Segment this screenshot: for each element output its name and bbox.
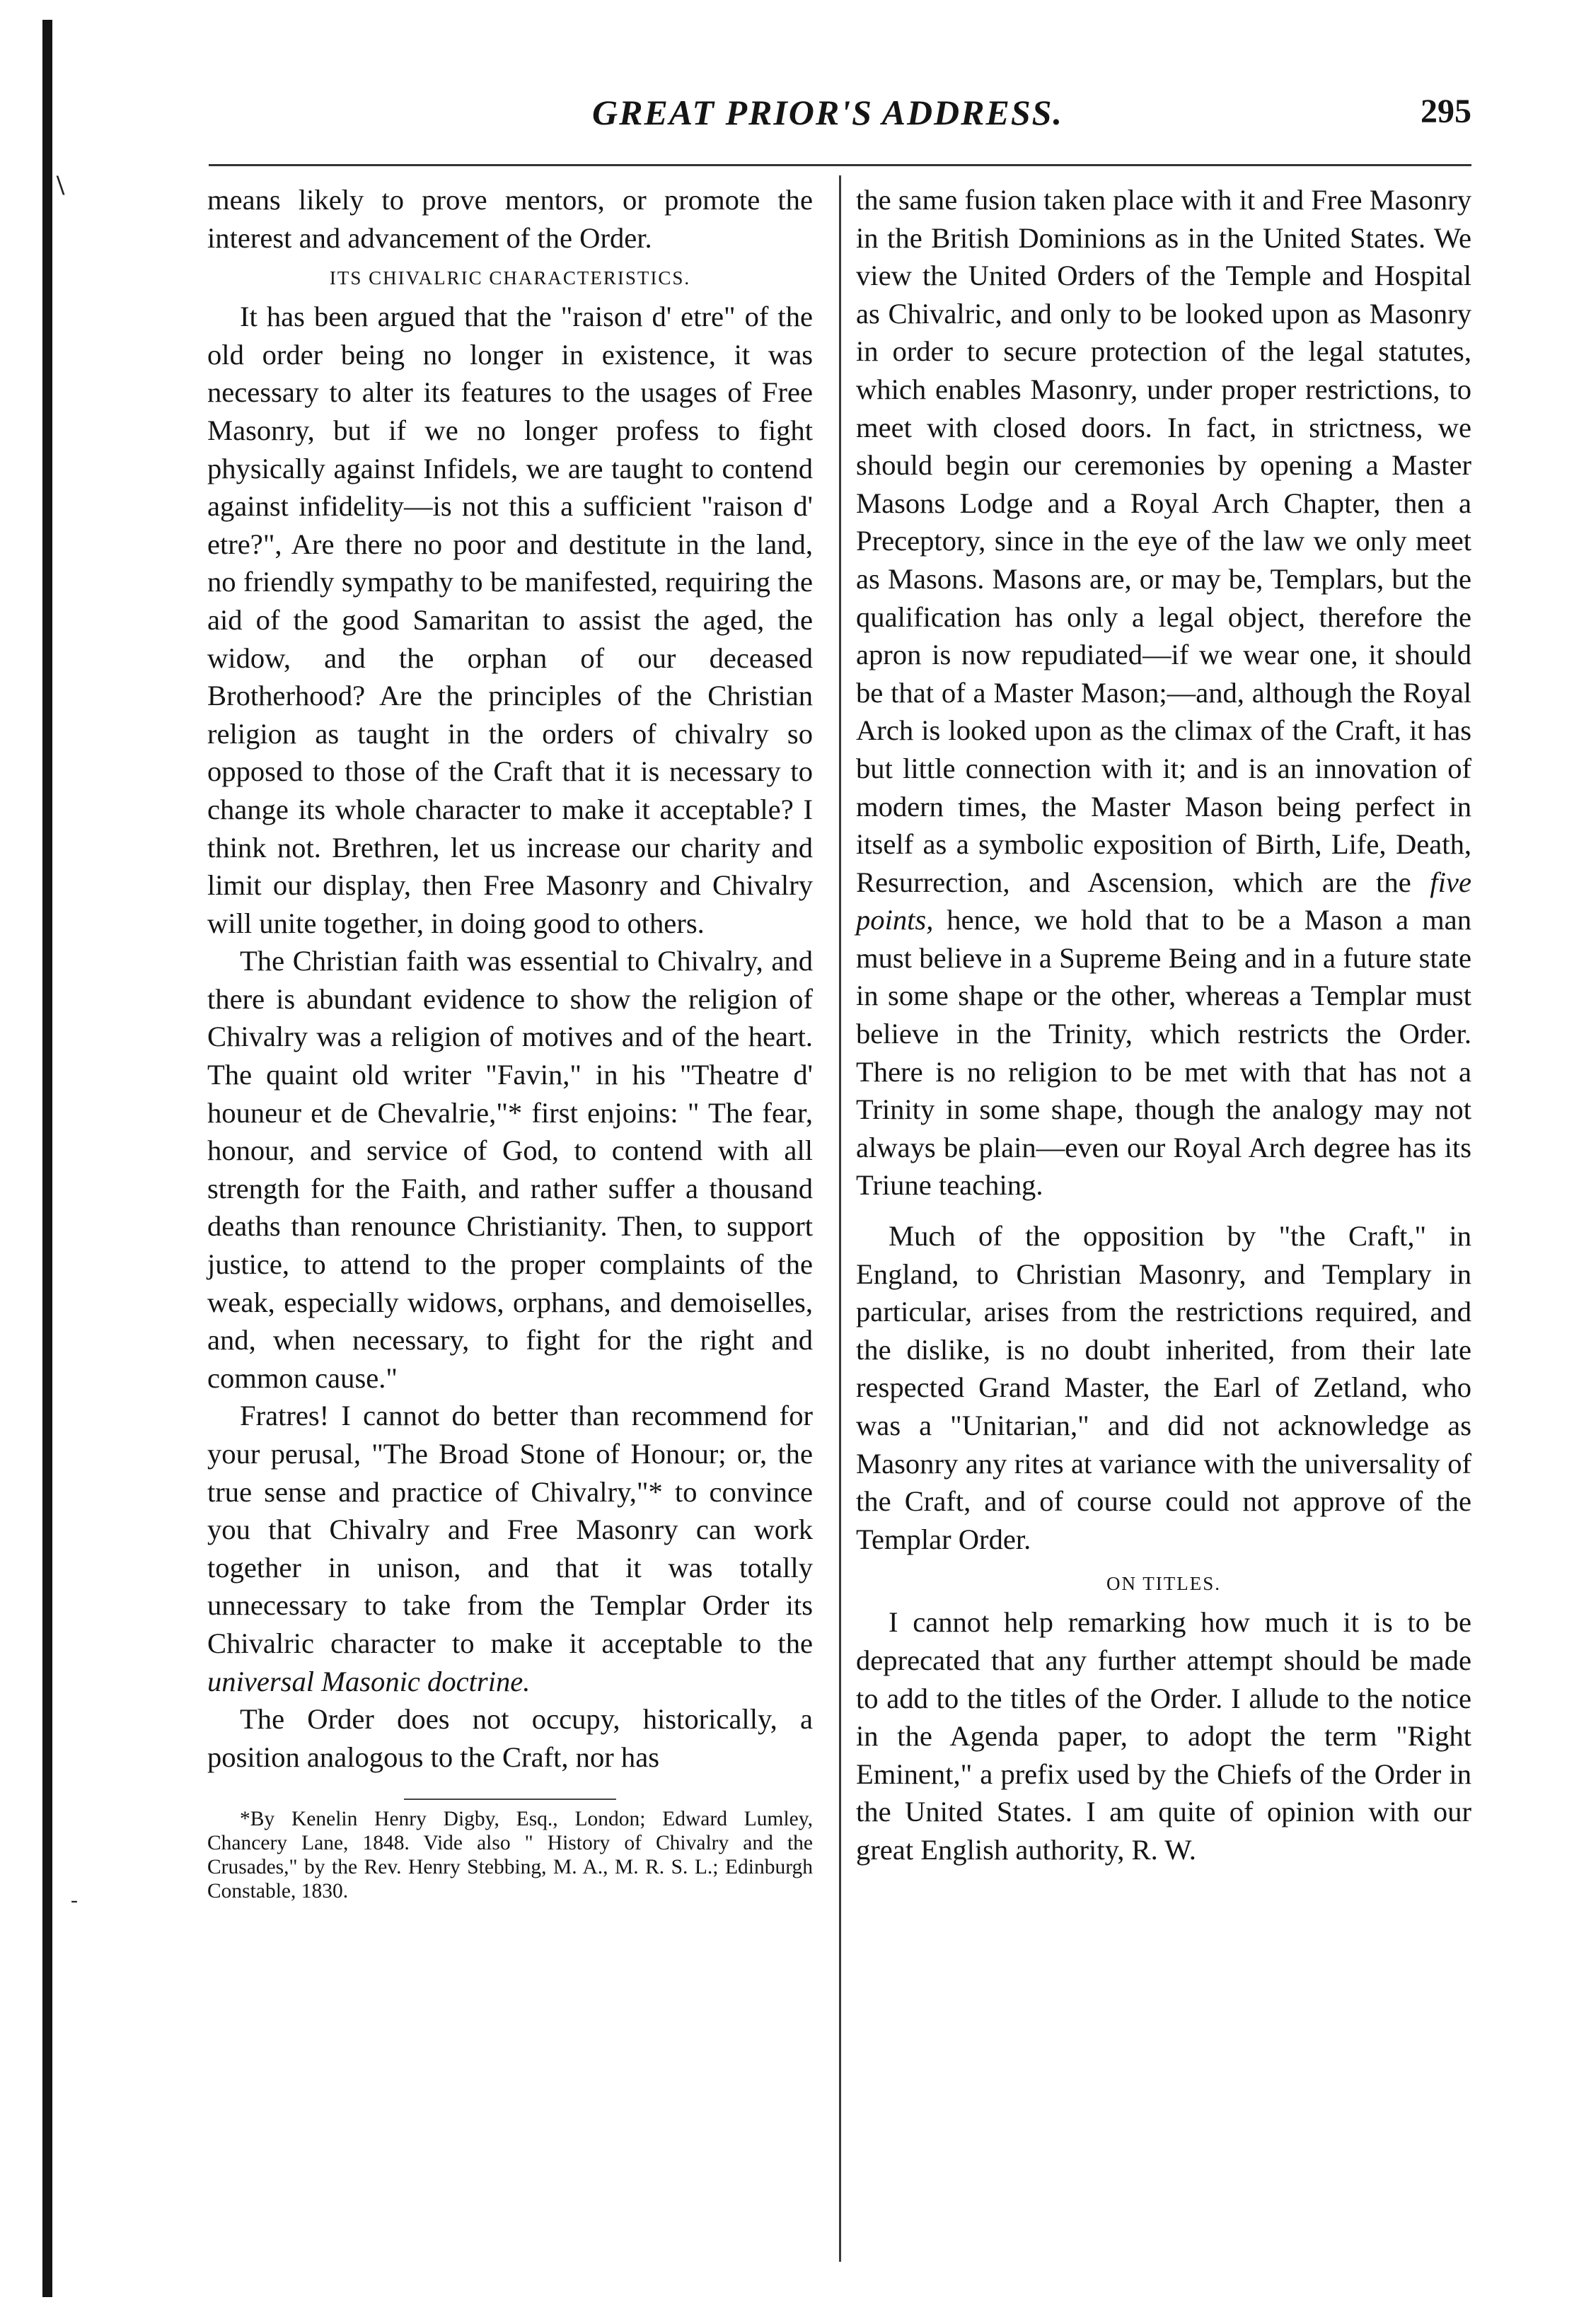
page-number: 295 <box>1421 93 1471 130</box>
column-divider <box>839 175 841 2262</box>
footnote: *By Kenelin Henry Digby, Esq., London; Edward Lumley, Chancery Lane, 1848. Vide also " History of Chivalry and the Crusades," by the Rev. Henry Stebbing, M. A., M. R. S. L.; Edinburgh Constable, 1830. <box>207 1808 813 1903</box>
header-rule <box>209 164 1471 166</box>
binding-edge <box>42 20 52 2297</box>
paragraph <box>207 1397 813 1700</box>
margin-mark-middle: - <box>71 1888 78 1912</box>
continued-text: means likely to prove mentors, or promote the interest and advancement of the Order. <box>207 184 813 254</box>
paragraph-text: Fratres! I cannot do better than recommend for your perusal, "The Broad Stone of Honour; or, the true sense and practice of Chivalry,"* to convince you that Chivalry and Free Masonry can work together in unison, and that it was totally unnecessary to take from the Templar Order its Chivalric character to make it acceptable to the <box>207 1400 813 1659</box>
margin-mark-top: \ <box>57 169 65 201</box>
section-heading-titles: ON TITLES. <box>1106 1573 1221 1595</box>
right-column <box>856 181 1471 1869</box>
paragraph: It has been argued that the "raison d' etre" of the old order being no longer in existence, it was necessary to alter its features to the usages of Free Masonry, but if we no longer profess to fight physically against Infidels, we are taught to contend against infidelity—is not this a sufficient "raison d' etre?", Are there no poor and destitute in the land, no friendly sympathy to be manifested, requiring the aid of the good Samaritan to assist the aged, the widow, and the orphan of our deceased Brotherhood? Are the principles of the Christian religion as taught in the orders of chivalry so opposed to those of the Craft that it is necessary to change its whole character to make it acceptable? I think not. Brethren, let us increase our charity and limit our display, then Free Masonry and Chivalry will unite together, in doing good to others. <box>207 301 813 939</box>
left-column <box>207 181 813 1903</box>
italic-phrase: universal Masonic doctrine. <box>207 1665 531 1697</box>
paragraph <box>856 181 1471 1204</box>
section-heading-chivalric: ITS CHIVALRIC CHARACTERISTICS. <box>329 267 691 289</box>
paragraph-text: hence, we hold that to be a Mason a man must believe in a Supreme Being and in a future state in some shape or the other, whereas a Templar must believe in the Trinity, which restricts the Order. There is no religion to be met with that has not a Trinity in some shape, though the analogy may not always be plain—even our Royal Arch degree has its Triune teaching. <box>856 904 1471 1202</box>
paragraph: Much of the opposition by "the Craft," in England, to Christian Masonry, and Templary in particular, arises from the restrictions required, and the dislike, is no doubt inherited, from their late respected Grand Master, the Earl of Zetland, who was a "Unitarian," and did not acknowledge as Masonry any rites at variance with the universality of the Craft, and of course could not approve of the Templar Order. <box>856 1220 1471 1555</box>
paragraph: The Christian faith was essential to Chivalry, and there is abundant evidence to show the religion of Chivalry was a religion of motives and of the heart. The quaint old writer "Favin," in his "Theatre d' houneur et de Chevalrie,"* first enjoins: " The fear, honour, and service of God, to contend with all strength for the Faith, and rather suffer a thousand deaths than renounce Christianity. Then, to support justice, to attend to the proper complaints of the weak, especially widows, orphans, and demoiselles, and, when necessary, to fight for the right and common cause." <box>207 945 813 1394</box>
paragraph: I cannot help remarking how much it is to be deprecated that any further attempt should be made to add to the titles of the Order. I allude to the notice in the Agenda paper, to adopt the term "Right Eminent," a prefix used by the Chiefs of the Order in the United States. I am quite of opinion with our great English authority, R. W. <box>856 1606 1471 1866</box>
paragraph-text: the same fusion taken place with it and Free Masonry in the British Dominions as in the United States. We view the United Orders of the Temple and Hospital as Chivalric, and only to be looked upon as Masonry in order to secure protection of the legal statutes, which enables Masonry, under proper restrictions, to meet with closed doors. In fact, in strictness, we should begin our ceremonies by opening a Master Masons Lodge and a Royal Arch Chapter, then a Preceptory, since in the eye of the law we only meet as Masons. Masons are, or may be, Templars, but the qualification has only a legal object, therefore the apron is now repudiated—if we wear one, it should be that of a Master Mason;—and, although the Royal Arch is looked upon as the climax of the Craft, it has but little connection with it; and is an innovation of modern times, the Master Mason being perfect in itself as a symbolic exposition of Birth, Life, Death, Resurrection, and Ascension, which are the <box>856 184 1471 898</box>
running-head-title: GREAT PRIOR'S ADDRESS. <box>592 93 1063 132</box>
paragraph: The Order does not occupy, historically, a position analogous to the Craft, nor has <box>207 1703 813 1773</box>
footnote-rule <box>404 1799 616 1800</box>
italic-phrase: five points, <box>856 866 1471 936</box>
